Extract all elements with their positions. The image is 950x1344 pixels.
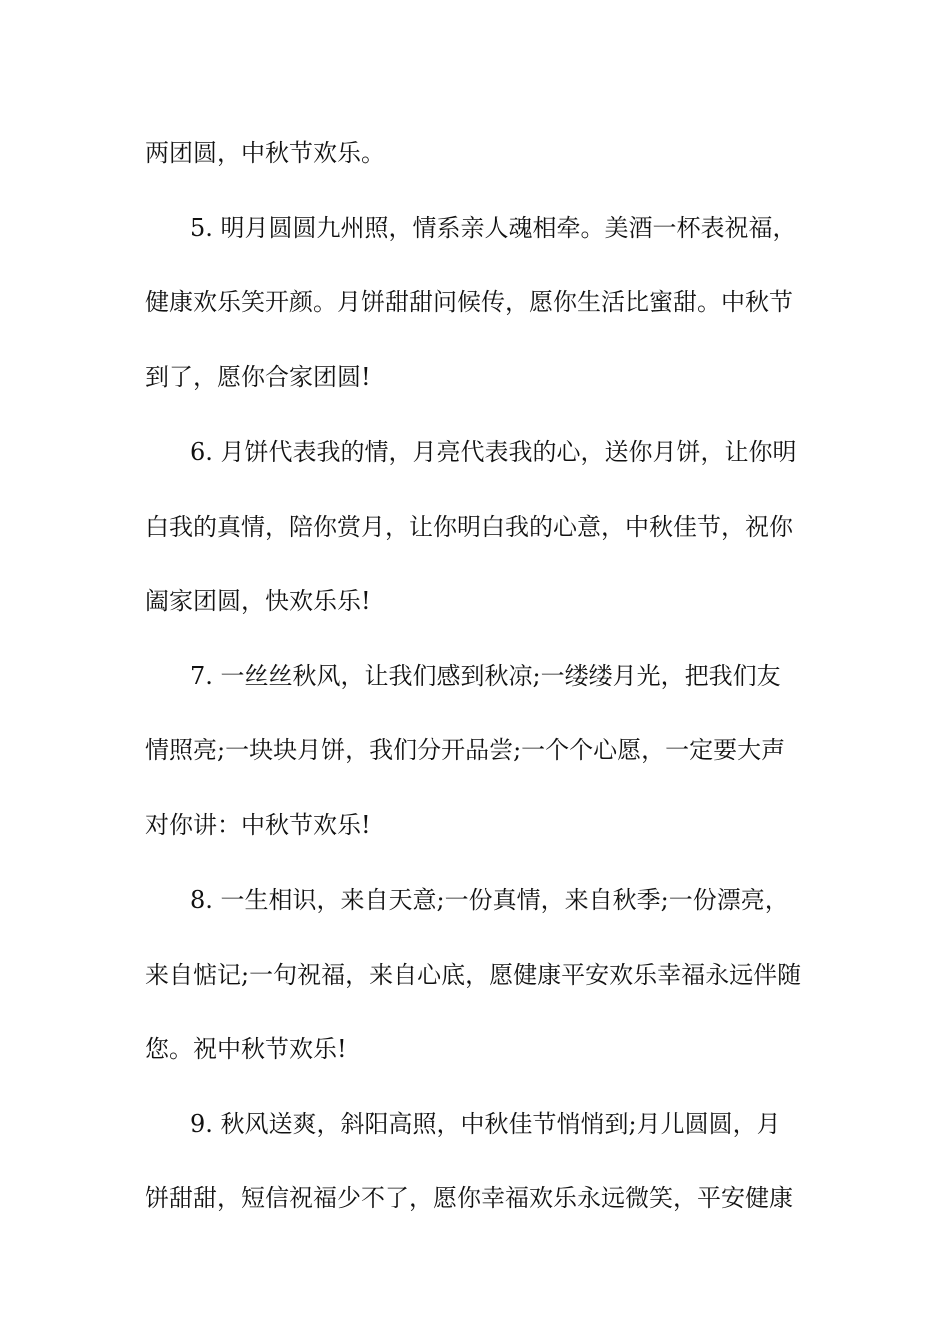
- text-line: 5. 明月圆圆九州照，情系亲人魂相牵。美酒一杯表祝福，: [190, 214, 797, 242]
- text-line: 9. 秋风送爽，斜阳高照，中秋佳节悄悄到;月儿圆圆，月: [190, 1110, 781, 1138]
- text-line: 对你讲：中秋节欢乐!: [145, 811, 371, 839]
- text-line: 到了，愿你合家团圆!: [145, 363, 371, 391]
- text-line: 健康欢乐笑开颜。月饼甜甜问候传，愿你生活比蜜甜。中秋节: [145, 288, 793, 316]
- text-line: 来自惦记;一句祝福，来自心底，愿健康平安欢乐幸福永远伴随: [145, 961, 802, 989]
- text-line: 两团圆，中秋节欢乐。: [145, 139, 385, 167]
- text-line: 白我的真情，陪你赏月，让你明白我的心意，中秋佳节，祝你: [145, 513, 793, 541]
- text-line: 饼甜甜，短信祝福少不了，愿你幸福欢乐永远微笑，平安健康: [145, 1184, 793, 1212]
- text-line: 8. 一生相识，来自天意;一份真情，来自秋季;一份漂亮，: [190, 886, 789, 914]
- text-line: 情照亮;一块块月饼，我们分开品尝;一个个心愿，一定要大声: [145, 736, 786, 764]
- text-line: 阖家团圆，快欢乐乐!: [145, 587, 371, 615]
- text-line: 7. 一丝丝秋风，让我们感到秋凉;一缕缕月光，把我们友: [190, 662, 781, 690]
- text-line: 您。祝中秋节欢乐!: [145, 1035, 347, 1063]
- text-line: 6. 月饼代表我的情，月亮代表我的心，送你月饼，让你明: [190, 438, 797, 466]
